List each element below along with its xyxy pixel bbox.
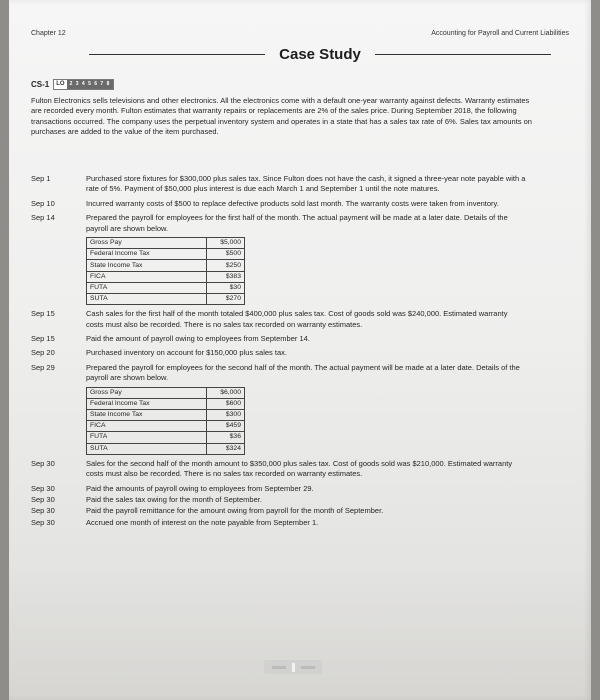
payroll-amount: $600: [207, 398, 245, 409]
payroll-label: SUTA: [87, 443, 207, 454]
payroll-label: Federal Income Tax: [87, 249, 207, 260]
entry-date: Sep 30: [31, 506, 55, 516]
payroll-table-second-half: [86, 387, 245, 455]
entry-date: Sep 15: [31, 309, 55, 319]
entry-date: Sep 14: [31, 213, 55, 223]
entry-date: Sep 29: [31, 362, 55, 372]
table-row: [87, 398, 245, 409]
entry-date: Sep 20: [31, 348, 55, 358]
case-number: CS-1: [31, 80, 50, 89]
table-row: [87, 421, 245, 432]
payroll-label: State Income Tax: [87, 409, 207, 420]
payroll-amount: $30: [207, 282, 245, 293]
transaction-entry: [31, 518, 561, 528]
payroll-label: Gross Pay: [87, 387, 207, 398]
payroll-amount: $500: [207, 249, 245, 260]
table-row: [87, 293, 245, 304]
intro-paragraph: Fulton Electronics sells televisions and other electronics. All the electronics come with a default one-year warranty against defects. Warranty estimates are recorded every month. Fulton estimates that warranty repairs or replacements are 2% of the sales price. During September 2018, the following transactions occurred. The company uses the perpetual inventory system and operates in a state that has a sales tax rate of 6%. Sales tax amounts on purchases are added to the value of the item purchased.: [31, 96, 532, 137]
page-header: [31, 30, 569, 37]
transaction-entry: [31, 484, 561, 494]
entry-date: Sep 30: [31, 458, 55, 468]
entry-date: Sep 30: [31, 483, 55, 493]
entry-text: Purchased store fixtures for $300,000 plus sales tax. Since Fulton does not have the cash, it signed a three-year note payable with a rate of 5%. Payment of $50,000 plus interest is due each March 1 and September 1 until the note matures.: [86, 174, 526, 194]
video-scrubber[interactable]: [264, 660, 322, 674]
transaction-entry: [31, 199, 561, 209]
title-rule-left: [89, 54, 265, 55]
payroll-amount: $270: [207, 293, 245, 304]
payroll-amount: $324: [207, 443, 245, 454]
entry-date: Sep 10: [31, 198, 55, 208]
entry-text: Incurred warranty costs of $500 to replace defective products sold last month. The warranty costs were taken from inventory.: [86, 198, 499, 208]
title-rule-right: [375, 54, 551, 55]
transaction-entry: [31, 363, 561, 384]
page-title: Case Study: [279, 46, 361, 63]
payroll-label: Federal Income Tax: [87, 398, 207, 409]
payroll-amount: $250: [207, 260, 245, 271]
payroll-table-first-half: [86, 237, 245, 305]
entry-text: Paid the payroll remittance for the amount owing from payroll for the month of September.: [86, 506, 384, 516]
transaction-list: [31, 174, 561, 529]
case-label: [31, 79, 114, 90]
table-row: [87, 409, 245, 420]
entry-date: Sep 30: [31, 517, 55, 527]
entry-date: Sep 30: [31, 494, 55, 504]
entry-date: Sep 1: [31, 174, 51, 183]
entry-text: Paid the amounts of payroll owing to employees from September 29.: [86, 483, 314, 493]
textbook-page: [9, 0, 591, 700]
entry-text: Paid the amount of payroll owing to employees from September 14.: [86, 333, 310, 343]
table-row: [87, 387, 245, 398]
table-row: [87, 260, 245, 271]
entry-text: Paid the sales tax owing for the month of September.: [86, 494, 262, 504]
lo-numbers: 2 3 4 5 6 7 8: [67, 80, 114, 89]
lo-label: LO: [56, 81, 65, 87]
entry-text: Purchased inventory on account for $150,000 plus sales tax.: [86, 348, 287, 358]
payroll-amount: $5,000: [207, 238, 245, 249]
table-row: [87, 238, 245, 249]
transaction-entry: [31, 334, 561, 344]
transaction-entry: [31, 213, 561, 234]
payroll-label: FUTA: [87, 432, 207, 443]
table-row: [87, 443, 245, 454]
entry-text: Prepared the payroll for employees for the second half of the month. The actual payment will be made at a later date. Details of the payroll are shown below.: [86, 362, 520, 383]
transaction-entry: [31, 309, 561, 330]
payroll-label: Gross Pay: [87, 238, 207, 249]
payroll-amount: $383: [207, 271, 245, 282]
transaction-entry: [31, 348, 561, 358]
table-row: [87, 282, 245, 293]
running-title: Accounting for Payroll and Current Liabilities: [431, 30, 569, 37]
title-row: [89, 46, 551, 63]
scrubber-track-left: [272, 666, 286, 669]
transaction-entry: [31, 459, 561, 480]
entry-text: Sales for the second half of the month amount to $350,000 plus sales tax. Cost of goods sold was $210,000. Estimated warranty costs must also be recorded. There is no sales tax recorded on warranty estimates.: [86, 458, 513, 479]
payroll-amount: $36: [207, 432, 245, 443]
entry-text: Prepared the payroll for employees for the first half of the month. The actual payment will be made at a later date. Details of the payroll are shown below.: [86, 213, 508, 233]
table-row: [87, 249, 245, 260]
transaction-entry: [31, 174, 561, 195]
transaction-entry: [31, 495, 561, 505]
entry-date: Sep 15: [31, 333, 55, 343]
scrubber-handle[interactable]: [292, 663, 295, 672]
entry-text: Accrued one month of interest on the note payable from September 1.: [86, 517, 319, 527]
payroll-label: FUTA: [87, 282, 207, 293]
transaction-entry: [31, 506, 561, 516]
table-row: [87, 271, 245, 282]
learning-objectives-badge: [53, 79, 114, 90]
payroll-label: FICA: [87, 421, 207, 432]
payroll-label: State Income Tax: [87, 260, 207, 271]
payroll-label: FICA: [87, 271, 207, 282]
scrubber-track-right: [301, 666, 315, 669]
payroll-label: SUTA: [87, 293, 207, 304]
payroll-amount: $459: [207, 421, 245, 432]
table-row: [87, 432, 245, 443]
payroll-amount: $300: [207, 409, 245, 420]
chapter-label: Chapter 12: [31, 30, 66, 37]
entry-text: Cash sales for the first half of the month totaled $400,000 plus sales tax. Cost of goods sold was $240,000. Estimated warranty costs must also be recorded. There is no sales tax recorded on warranty estimates.: [86, 309, 508, 329]
payroll-amount: $6,000: [207, 387, 245, 398]
